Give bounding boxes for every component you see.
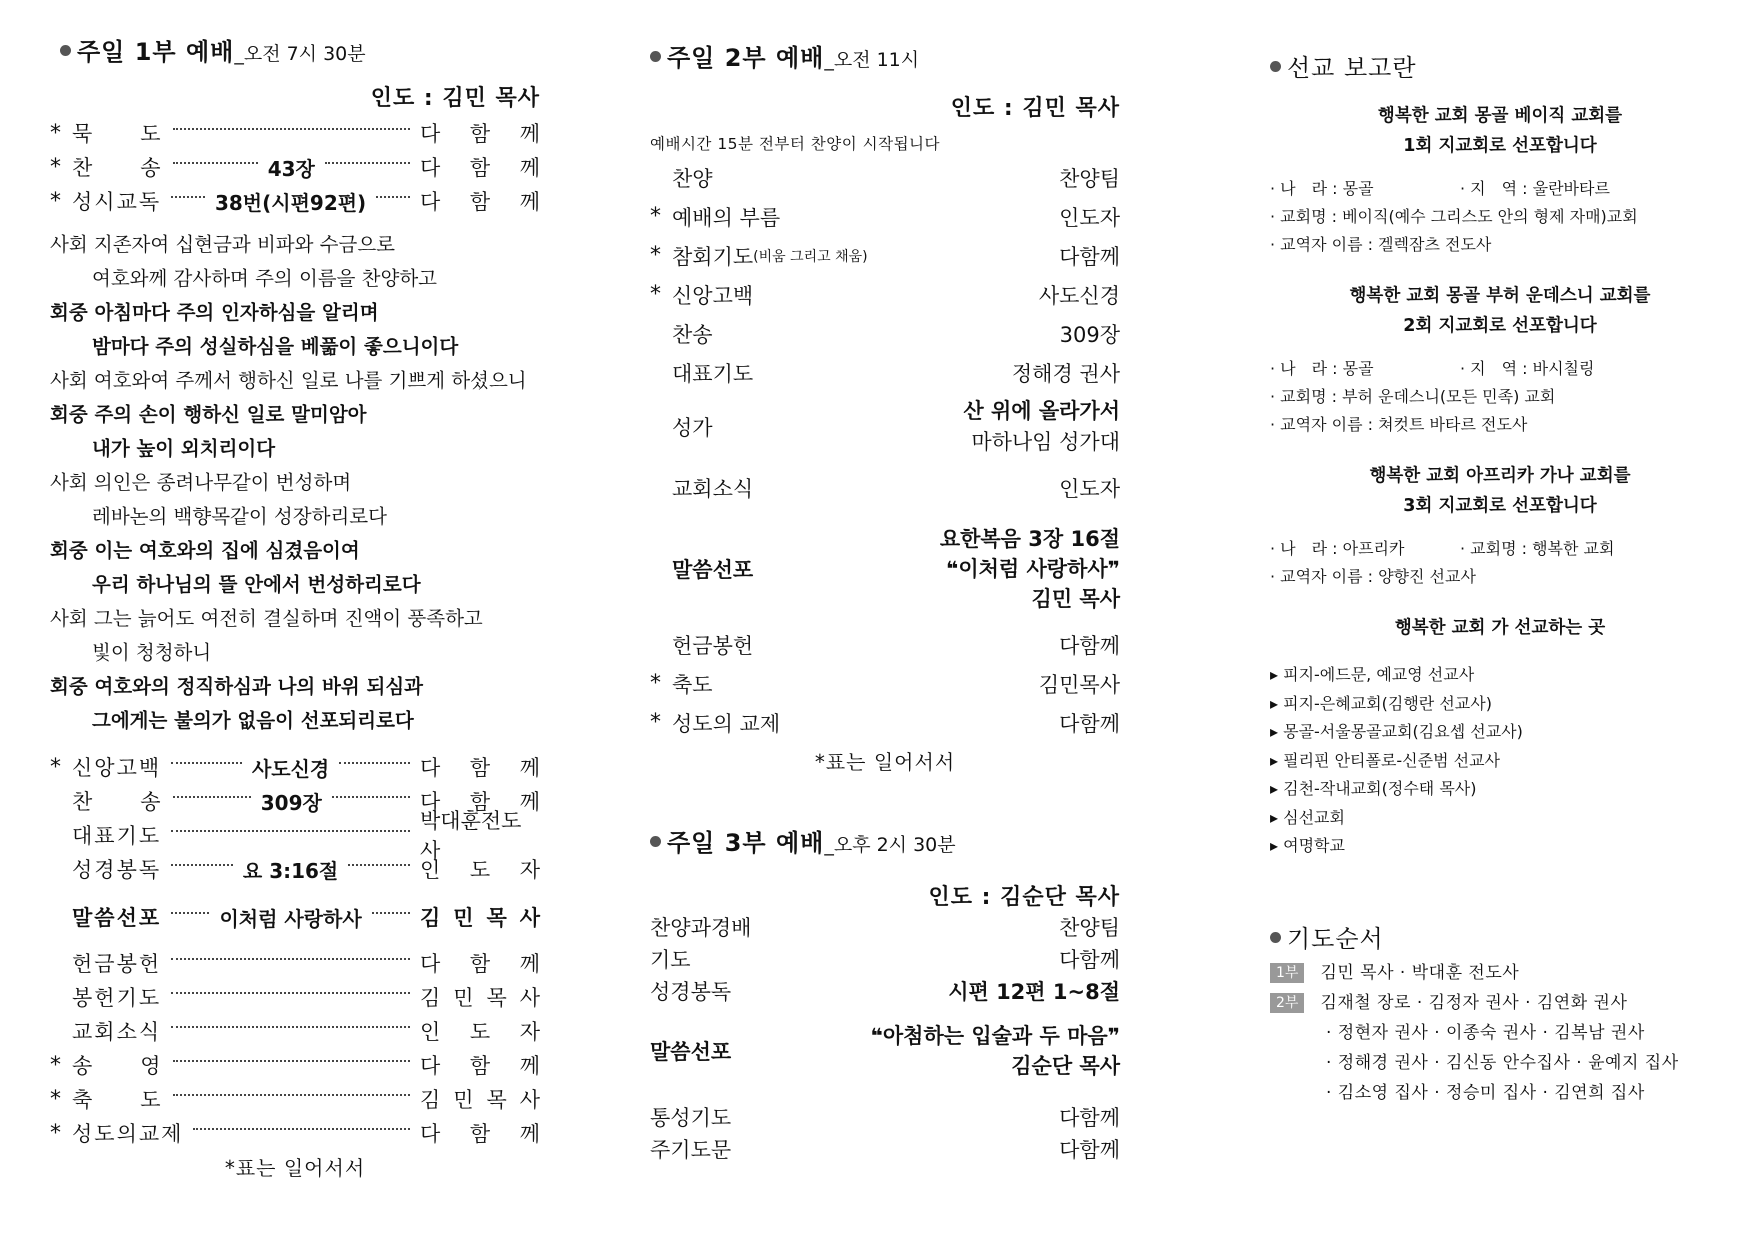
sermon-label: 말씀선포 <box>72 906 162 930</box>
sermon-row <box>650 521 1120 617</box>
order-list-top <box>50 116 540 218</box>
mission-title: 행복한 교회 아프리카 가나 교회를 <box>1369 466 1631 486</box>
sermon-row <box>50 900 540 934</box>
mission-field: · 교회명 : 베이직(예수 그리스도 안의 형제 자매)교회 <box>1270 207 1638 226</box>
value-char: 함 <box>469 156 491 180</box>
place-item: ▸ 심선교회 <box>1270 807 1345 827</box>
value-char: 박대훈전도사 <box>420 809 522 863</box>
value-char: 다 <box>420 156 441 180</box>
stand-mark: * <box>650 671 661 696</box>
value-char: 함 <box>469 756 491 780</box>
news-label: 교회소식 <box>672 476 754 501</box>
item-left <box>650 241 868 271</box>
mission-field: · 나 라 : 몽골 <box>1270 179 1374 198</box>
section-title-text: 기도순서 <box>1287 924 1384 953</box>
stand-mark: * <box>650 710 661 735</box>
sermon-row <box>650 1021 1120 1081</box>
prayer-names: · 정해경 권사 · 김신동 안수집사 · 윤예지 집사 <box>1326 1052 1679 1073</box>
value-char: 다 <box>420 190 441 214</box>
first-service-title <box>60 32 540 67</box>
item-detail: 요 3:16절 <box>242 858 339 883</box>
value-char: 다 <box>420 122 441 146</box>
dot-leader <box>325 162 410 164</box>
order-item <box>650 236 1120 275</box>
value-char: 다 <box>420 952 441 976</box>
place-item: ▸ 필리핀 안티폴로-신준범 선교사 <box>1270 750 1500 770</box>
value-char: 께 <box>519 952 540 976</box>
item-value <box>420 854 540 884</box>
dot-leader <box>173 1094 410 1096</box>
prayer-row <box>1270 1048 1730 1078</box>
mission-report-title <box>1270 48 1730 83</box>
dot-leader <box>171 992 410 994</box>
order-item <box>650 353 1120 392</box>
mission-line <box>1270 175 1730 203</box>
item-value <box>420 118 540 148</box>
item-label: 대표기도 <box>72 824 162 848</box>
value-char: 께 <box>519 756 540 780</box>
prayer-row <box>1270 1018 1730 1048</box>
spacer <box>1270 1018 1326 1048</box>
value-char: 께 <box>519 156 540 180</box>
value-char: 목 <box>486 1088 507 1112</box>
stand-mark: * <box>50 1086 61 1112</box>
bullet-icon <box>650 51 661 62</box>
order-item <box>650 1101 1120 1133</box>
item-label: 성경봉독 <box>72 858 162 882</box>
value-char: 함 <box>469 1054 491 1078</box>
sermon-title: ❝이처럼 사랑하사❞ <box>946 557 1120 581</box>
order-item <box>50 1048 540 1082</box>
item-label: 찬양과경배 <box>650 916 752 940</box>
dot-leader <box>193 1128 410 1130</box>
responsive-line: 레바논의 백향목같이 성장하리로다 <box>92 505 387 528</box>
hymn-row <box>650 392 1120 462</box>
order-list <box>650 158 1120 392</box>
stand-mark: * <box>650 282 661 307</box>
dot-leader <box>171 864 233 866</box>
item-label: 묵 도 <box>72 122 163 146</box>
item-label: 헌금봉헌 <box>72 952 162 976</box>
responsive-line: 내가 높이 외치리이다 <box>92 437 276 460</box>
bullet-icon <box>60 45 71 56</box>
order-item <box>50 809 540 863</box>
responsive-line: 사회 그는 늙어도 여전히 결실하며 진액이 풍족하고 <box>50 607 483 630</box>
mission-line <box>1270 411 1730 439</box>
sermon-title: 이처럼 사랑하사 <box>219 906 362 931</box>
order-item <box>650 314 1120 353</box>
mission-details <box>1270 175 1730 259</box>
prayer-names: 김재철 장로 · 김정자 권사 · 김연화 권사 <box>1320 992 1628 1013</box>
place-item: ▸ 여명학교 <box>1270 836 1345 855</box>
order-item <box>50 946 540 980</box>
item-value: 다함께 <box>1059 948 1120 972</box>
section-title-text: 주일 1부 예배 <box>77 38 235 66</box>
item-value: 다함께 <box>1059 1138 1120 1162</box>
order-item <box>50 750 540 784</box>
dot-leader <box>173 796 251 798</box>
dot-leader <box>372 912 410 914</box>
stand-mark: * <box>50 120 61 146</box>
item-label: 찬송 <box>672 322 713 347</box>
item-label: 헌금봉헌 <box>672 633 754 658</box>
responsive-line: 우리 하나님의 뜰 안에서 번성하리로다 <box>92 573 421 596</box>
responsive-line: 사회 여호와여 주께서 행하신 일로 나를 기쁘게 하셨으니 <box>50 369 527 392</box>
item-value: 309장 <box>1059 322 1120 347</box>
service-tag: 1부 <box>1270 963 1304 983</box>
value-char: 인 <box>420 858 441 882</box>
value-char: 함 <box>469 952 491 976</box>
responsive-reading <box>50 228 540 738</box>
item-value: 찬양팀 <box>1059 916 1120 940</box>
news-row <box>650 468 1120 507</box>
value-char: 사 <box>519 986 540 1010</box>
order-list <box>650 911 1120 1007</box>
notice-text: 예배시간 15분 전부터 찬양이 시작됩니다 <box>650 135 941 153</box>
preacher: 김민 목사 <box>1031 587 1120 611</box>
column-missions <box>1270 0 1730 1108</box>
order-item <box>50 980 540 1014</box>
item-label: 예배의 부름 <box>672 205 781 230</box>
mission-block <box>1270 461 1730 591</box>
value-char: 께 <box>519 790 540 814</box>
responsive-line: 회중 여호와의 정직하심과 나의 바위 되심과 <box>50 675 424 698</box>
prayer-order-title <box>1270 919 1730 954</box>
item-label: 신앙고백 <box>72 756 162 780</box>
mission-subtitle: 3회 지교회로 선포합니다 <box>1403 496 1597 516</box>
third-service-title <box>650 823 1120 858</box>
order-item <box>650 975 1120 1007</box>
item-value: 다함께 <box>1059 244 1120 269</box>
order-list-middle <box>50 750 540 886</box>
item-left <box>650 669 713 699</box>
value-char: 함 <box>469 790 491 814</box>
column-first-service <box>50 0 540 1181</box>
section-title-text: 선교 보고란 <box>1287 54 1417 82</box>
value-char: 김 <box>420 1088 441 1112</box>
order-item <box>50 1014 540 1048</box>
stand-mark: * <box>650 243 661 268</box>
item-label: 교회소식 <box>72 1020 162 1044</box>
value-char: 사 <box>519 1088 540 1112</box>
value-char: 다 <box>420 756 441 780</box>
mission-line <box>1270 203 1730 231</box>
item-value <box>420 152 540 182</box>
leader-line: 인도 : 김순단 목사 <box>928 885 1120 910</box>
item-label: 찬양 <box>672 166 713 191</box>
value-char: 함 <box>469 1122 491 1146</box>
dot-leader <box>376 196 410 198</box>
stand-mark: * <box>50 1120 61 1146</box>
places-list <box>1270 661 1730 861</box>
order-item <box>650 911 1120 943</box>
dot-leader <box>171 762 242 764</box>
value-char: 함 <box>469 122 491 146</box>
item-left <box>650 163 713 193</box>
value-char: 민 <box>453 906 474 930</box>
dot-leader <box>173 162 258 164</box>
mission-field: · 나 라 : 아프리카 <box>1270 539 1405 558</box>
responsive-line: 사회 의인은 종려나무같이 번성하며 <box>50 471 352 494</box>
item-value <box>420 982 540 1012</box>
value-char: 김 <box>420 906 441 930</box>
service-time: _오전 11시 <box>824 49 920 71</box>
dot-leader <box>339 762 410 764</box>
item-detail: 43장 <box>267 156 315 181</box>
choir-name: 마하나임 성가대 <box>971 430 1120 454</box>
mission-line <box>1270 563 1730 591</box>
mission-line <box>1270 383 1730 411</box>
item-detail: 38번(시편92편) <box>214 190 367 215</box>
item-label: 참회기도 <box>672 244 754 269</box>
bullet-icon <box>1270 61 1281 72</box>
service-time: _오후 2시 30분 <box>824 834 956 856</box>
value-char: 사 <box>519 906 541 930</box>
item-value: 사도신경 <box>1038 283 1120 308</box>
value-char: 다 <box>420 790 441 814</box>
item-value: 다함께 <box>1059 711 1120 736</box>
item-label: 송 영 <box>72 1054 163 1078</box>
prayer-row <box>1270 988 1730 1018</box>
order-item <box>650 625 1120 664</box>
item-value: 정해경 권사 <box>1011 361 1120 386</box>
item-label: 성도의 교제 <box>672 711 781 736</box>
value-char: 다 <box>420 1122 441 1146</box>
stand-note: *표는 일어서서 <box>814 750 956 774</box>
value-char: 께 <box>519 1054 540 1078</box>
order-item <box>50 150 540 184</box>
value-char: 자 <box>519 858 540 882</box>
item-value <box>420 1118 540 1148</box>
value-char: 민 <box>453 1088 474 1112</box>
place-item: ▸ 몽골-서울몽골교회(김요셉 선교사) <box>1270 722 1523 741</box>
mission-title: 행복한 교회 몽골 부허 운데스니 교회를 <box>1349 286 1651 306</box>
sermon-item <box>50 900 540 934</box>
order-item <box>650 158 1120 197</box>
stand-mark: * <box>650 204 661 229</box>
responsive-line: 회중 주의 손이 행하신 일로 말미암아 <box>50 403 367 426</box>
sermon-label: 말씀선포 <box>672 558 754 582</box>
item-left <box>650 202 780 232</box>
prayer-names: · 정현자 권사 · 이종숙 권사 · 김복남 권사 <box>1326 1022 1645 1043</box>
value-char: 다 <box>420 1054 441 1078</box>
item-label: 성경봉독 <box>650 980 732 1004</box>
value-char: 함 <box>469 190 491 214</box>
preacher: 김순단 목사 <box>1011 1054 1120 1078</box>
bullet-icon <box>650 836 661 847</box>
order-item <box>650 275 1120 314</box>
mission-list <box>1270 101 1730 591</box>
order-item <box>650 664 1120 703</box>
value-char: 도 <box>469 1020 491 1044</box>
order-item <box>650 1133 1120 1165</box>
item-value: 다함께 <box>1059 1106 1120 1130</box>
prayer-row <box>1270 1078 1730 1108</box>
item-value: 다함께 <box>1059 633 1120 658</box>
order-item <box>50 852 540 886</box>
mission-field: · 교역자 이름 : 겔렉잠츠 전도사 <box>1270 235 1492 254</box>
place-item: ▸ 김천-작내교회(정수태 목사) <box>1270 779 1477 798</box>
mission-details <box>1270 535 1730 591</box>
value-char: 목 <box>486 906 507 930</box>
service-tag: 2부 <box>1270 993 1304 1013</box>
responsive-line: 그에게는 불의가 없음이 선포되리로다 <box>92 709 414 732</box>
scripture: 요한복음 3장 16절 <box>939 527 1120 551</box>
mission-title: 행복한 교회 몽골 베이직 교회를 <box>1377 106 1623 126</box>
stand-mark: * <box>50 188 61 214</box>
dot-leader <box>332 796 410 798</box>
mission-details <box>1270 355 1730 439</box>
responsive-line: 사회 지존자여 십현금과 비파와 수금으로 <box>50 233 396 256</box>
leader-line: 인도 : 김민 목사 <box>950 96 1120 121</box>
value-char: 께 <box>519 190 540 214</box>
spacer <box>1270 1078 1326 1108</box>
item-label: 기도 <box>650 948 691 972</box>
item-label: 축도 <box>672 672 713 697</box>
order-item <box>650 703 1120 742</box>
prayer-row <box>1270 958 1730 988</box>
responsive-line: 밤마다 주의 성실하심을 베풂이 좋으니이다 <box>92 335 459 358</box>
dot-leader <box>171 958 410 960</box>
dot-leader <box>171 1026 410 1028</box>
dot-leader <box>348 864 410 866</box>
mission-subtitle: 2회 지교회로 선포합니다 <box>1403 316 1597 336</box>
mission-block <box>1270 101 1730 259</box>
value-char: 민 <box>453 986 474 1010</box>
order-item <box>50 184 540 218</box>
dot-leader <box>171 830 410 832</box>
responsive-line: 빛이 청청하니 <box>92 641 212 664</box>
mission-field: · 지 역 : 울란바타르 <box>1460 179 1610 198</box>
mission-field: · 지 역 : 바시칠링 <box>1460 359 1595 378</box>
stand-mark: * <box>50 154 61 180</box>
item-note: (비움 그리고 채움) <box>753 248 868 265</box>
dot-leader <box>173 1060 410 1062</box>
item-value <box>420 752 540 782</box>
mission-field: · 교회명 : 부허 운데스니(모든 민족) 교회 <box>1270 387 1556 406</box>
mission-field: · 교회명 : 행복한 교회 <box>1460 539 1615 558</box>
mission-line <box>1270 535 1730 563</box>
column-second-service <box>650 0 1120 1165</box>
item-label: 찬 송 <box>72 156 163 180</box>
mission-subtitle: 1회 지교회로 선포합니다 <box>1403 136 1597 156</box>
value-char: 인 <box>420 1020 441 1044</box>
dot-leader <box>171 912 209 914</box>
section-title-text: 주일 3부 예배 <box>667 829 825 857</box>
prayer-list <box>1270 958 1730 1108</box>
value-char: 께 <box>519 1122 540 1146</box>
places-title: 행복한 교회 가 선교하는 곳 <box>1394 618 1606 638</box>
order-item <box>50 116 540 150</box>
item-value <box>420 948 540 978</box>
item-left <box>650 708 780 738</box>
order-list-bottom <box>50 946 540 1150</box>
section-title-text: 주일 2부 예배 <box>667 44 825 72</box>
mission-field: · 나 라 : 몽골 <box>1270 359 1374 378</box>
mission-field: · 교역자 이름 : 쳐컷트 바타르 전도사 <box>1270 415 1528 434</box>
preacher <box>420 902 540 932</box>
stand-mark: * <box>50 1052 61 1078</box>
item-label: 통성기도 <box>650 1106 732 1130</box>
mission-line <box>1270 231 1730 259</box>
sermon-label: 말씀선포 <box>650 1040 732 1064</box>
responsive-line: 회중 아침마다 주의 인자하심을 알리며 <box>50 301 379 324</box>
order-list-bottom <box>650 625 1120 742</box>
responsive-line: 회중 이는 여호와의 집에 심겼음이여 <box>50 539 360 562</box>
item-left <box>650 630 753 660</box>
item-value: 시편 12편 1~8절 <box>948 980 1120 1004</box>
item-label: 찬 송 <box>72 790 163 814</box>
item-left <box>650 280 753 310</box>
stand-mark: * <box>50 754 61 780</box>
item-left <box>650 358 753 388</box>
order-list-bottom <box>650 1101 1120 1165</box>
value-char: 도 <box>469 858 491 882</box>
prayer-names: · 김소영 집사 · 정승미 집사 · 김연희 집사 <box>1326 1082 1645 1103</box>
item-label: 성시교독 <box>72 190 162 214</box>
order-item <box>50 1082 540 1116</box>
bullet-icon <box>1270 932 1281 943</box>
item-value: 찬양팀 <box>1059 166 1120 191</box>
service-time: _오전 7시 30분 <box>234 43 366 65</box>
item-detail: 사도신경 <box>251 756 330 781</box>
order-item <box>50 1116 540 1150</box>
mission-block <box>1270 281 1730 439</box>
item-label: 봉헌기도 <box>72 986 162 1010</box>
item-label: 성도의교제 <box>72 1122 184 1146</box>
item-left <box>650 319 713 349</box>
spacer <box>1270 1048 1326 1078</box>
item-value <box>420 186 540 216</box>
dot-leader <box>173 128 410 130</box>
item-value: 김민목사 <box>1038 672 1120 697</box>
item-value <box>420 1050 540 1080</box>
hymn-title: 산 위에 올라가서 <box>963 399 1120 423</box>
item-detail: 309장 <box>260 790 322 815</box>
dot-leader <box>171 196 205 198</box>
hymn-label: 성가 <box>672 416 713 440</box>
item-label: 축 도 <box>72 1088 163 1112</box>
stand-note: *표는 일어서서 <box>224 1156 366 1180</box>
order-item <box>650 943 1120 975</box>
item-label: 주기도문 <box>650 1138 732 1162</box>
value-char: 김 <box>420 986 441 1010</box>
order-item <box>650 197 1120 236</box>
place-item: ▸ 피지-에드문, 예교영 선교사 <box>1270 665 1475 684</box>
second-service-title <box>650 38 1120 73</box>
item-label: 대표기도 <box>672 361 754 386</box>
news-value: 인도자 <box>1059 476 1120 501</box>
item-label: 신앙고백 <box>672 283 754 308</box>
value-char: 자 <box>519 1020 540 1044</box>
place-item: ▸ 피지-은혜교회(김행란 선교사) <box>1270 693 1492 713</box>
prayer-names: 김민 목사 · 박대훈 전도사 <box>1320 962 1520 983</box>
responsive-line: 여호와께 감사하며 주의 이름을 찬양하고 <box>92 267 438 290</box>
mission-line <box>1270 355 1730 383</box>
sermon-title: ❝아첨하는 입술과 두 마음❞ <box>870 1024 1120 1048</box>
item-value <box>420 1084 540 1114</box>
value-char: 께 <box>519 122 540 146</box>
value-char: 목 <box>486 986 507 1010</box>
leader-line: 인도 : 김민 목사 <box>370 86 540 111</box>
item-value <box>420 1016 540 1046</box>
item-value: 인도자 <box>1059 205 1120 230</box>
mission-field: · 교역자 이름 : 양향진 선교사 <box>1270 567 1476 586</box>
